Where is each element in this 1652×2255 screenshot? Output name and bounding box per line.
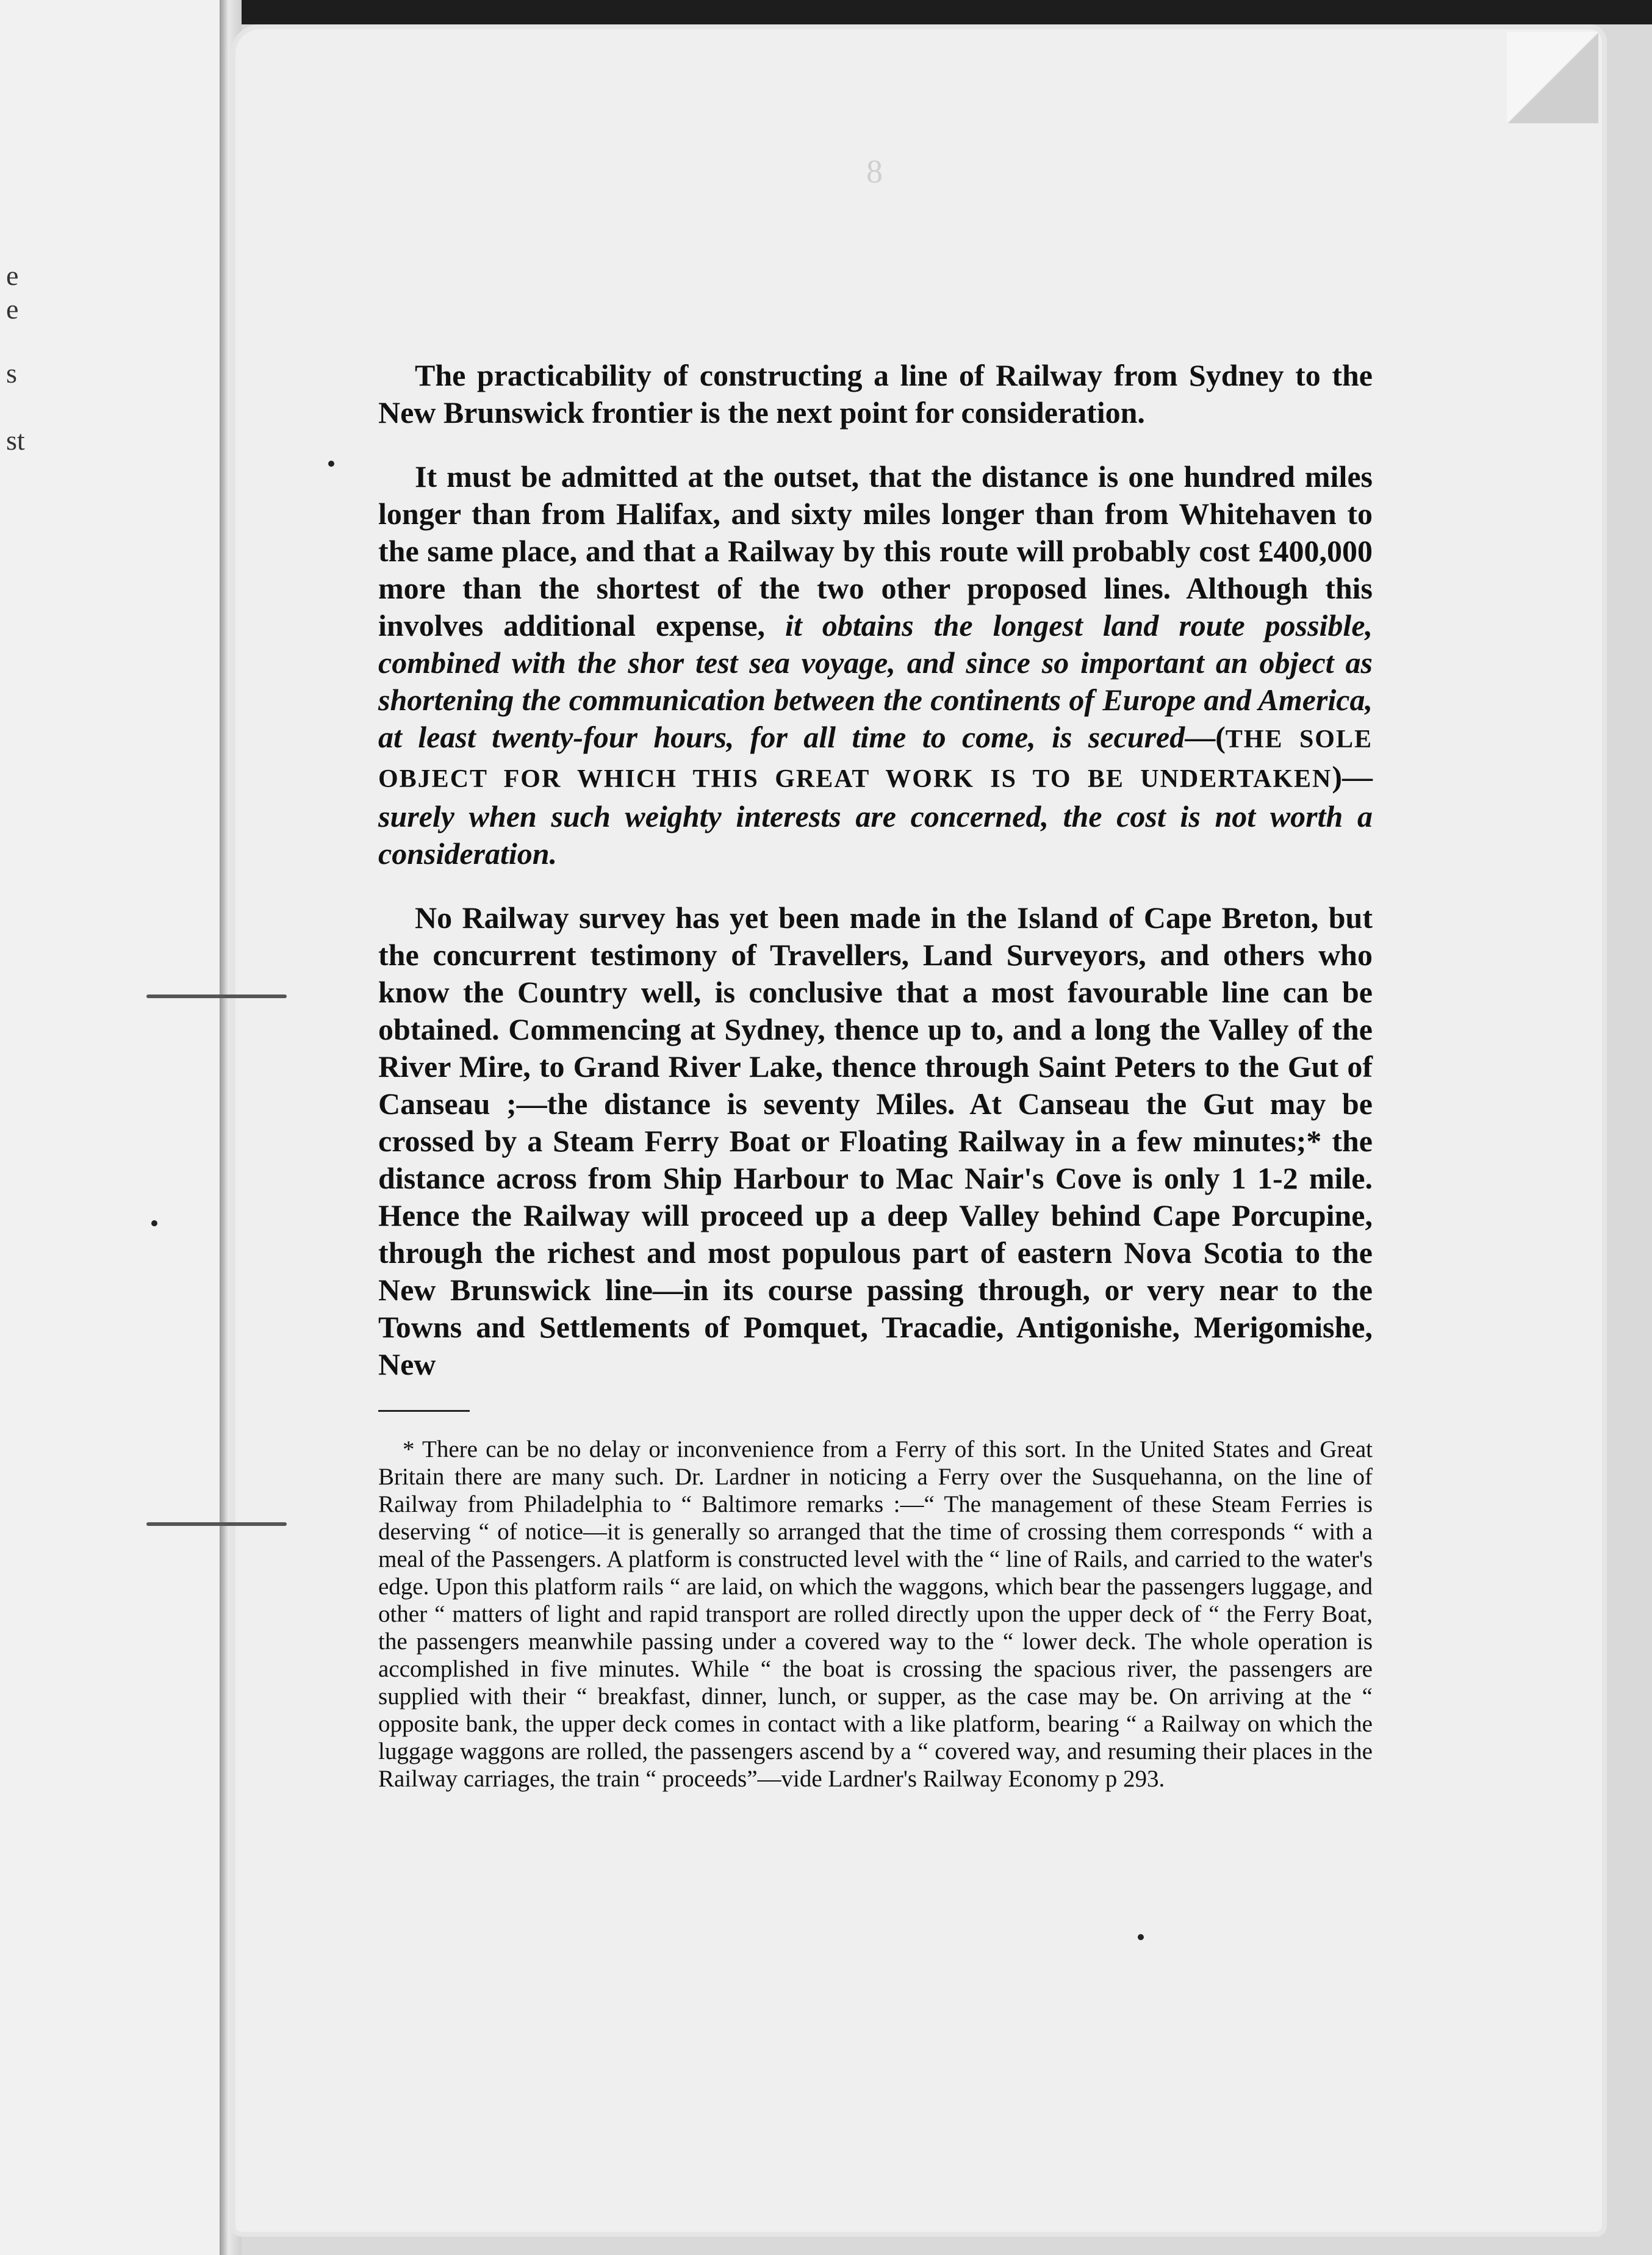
facing-page-fragment: st [6,425,25,456]
ink-speck [328,461,334,467]
facing-page-fragment: s [6,358,17,389]
ink-speck [151,1220,157,1226]
ink-speck [1138,1934,1144,1940]
binding-stitch [146,994,287,998]
paragraph-cost [378,458,1373,872]
page-corner-fold [1507,32,1598,123]
paragraph-text: )— [1332,760,1373,794]
paragraph-text: No Railway survey has yet been made in the Island of Cape Breton, but the concurrent testimony of Travellers, Land Surveyors, and others who know the Country well, is conclusive that a most favourable line can be obtained. Commencing at Sydney, thence up to, and a long the Valley of the River Mire, to Grand River Lake, thence through Saint Peters to the Gut of Canseau ;—the distance is seventy Miles. At Canseau the Gut may be crossed by a Steam Ferry Boat or Floating Railway in a few minutes;* the distance across from Ship Harbour to Mac Nair's Cove is only 1 1-2 mile. Hence the Railway will proceed up a deep Valley behind Cape Porcupine, through the richest and most populous part of eastern Nova Scotia to the New Brunswick line—in its course passing through, or very near to the Towns and Settlements of Pomquet, Tracadie, Antigonishe, Merigomishe, New [378,901,1373,1381]
paragraph-route [378,899,1373,1383]
paragraph-italic-text: surely when such weighty interests are concerned, the cost is not worth a consideration. [378,799,1373,871]
binding-stitch [146,1522,287,1526]
paragraph-intro [378,357,1373,431]
paragraph-smallcaps-text: THE SOLE OBJECT FOR WHICH THIS GREAT WORK IS TO BE UNDERTAKEN [378,725,1373,793]
facing-page-fragment: e [6,293,19,325]
paragraph-text: It must be admitted at the outset, that the distance is one hundred miles longer than from Halifax, and sixty miles longer than from Whitehaven to the same place, and that a Railway by this route will probably cost £400,000 more than the shortest of the two other proposed lines. Although this involves additional expense, [378,459,1373,642]
paragraph-text: —( [1185,720,1226,754]
facing-page-fragment: e [6,260,19,291]
page-body [378,357,1373,1816]
paragraph-text: The practicability of constructing a line of Railway from Sydney to the New Brunswick frontier is the next point for consideration. [378,358,1373,430]
paragraph-italic-text: it obtains the longest land route possible, combined with the shor test sea voyage, and since so important an object as shortening the communication between the continents of Europe and America, at least twenty-four hours, for all time to come, is secured [378,608,1373,754]
footnote: * There can be no delay or inconvenience from a Ferry of this sort. In the United States and Great Britain there are many such. Dr. Lardner in noticing a Ferry over the Susquehanna, on the line of Railway from Philadelphia to “ Baltimore remarks :—“ The management of these Steam Ferries is deserving “ of notice—it is generally so arranged that the time of crossing them corresponds “ with a meal of the Passengers. A platform is constructed level with the “ line of Rails, and carried to the water's edge. Upon this platform rails “ are laid, on which the waggons, which bear the passengers luggage, and other “ matters of light and rapid transport are rolled directly upon the upper deck of “ the Ferry Boat, the passengers meanwhile passing under a covered way to the “ lower deck. The whole operation is accomplished in five minutes. While “ the boat is crossing the spacious river, the passengers are supplied with their “ breakfast, dinner, lunch, or supper, as the case may be. On arriving at the “ opposite bank, the upper deck comes in contact with a like platform, bearing “ a Railway on which the luggage waggons are rolled, the passengers ascend by a “ covered way, and resuming their places in the Railway carriages, the train “ proceeds”—vide Lardner's Railway Economy p 293. [378,1436,1373,1792]
facing-page-edge [0,0,226,2255]
scan-background-top [0,0,1652,24]
footnote-divider [378,1410,470,1412]
page-number: 8 [866,153,883,190]
